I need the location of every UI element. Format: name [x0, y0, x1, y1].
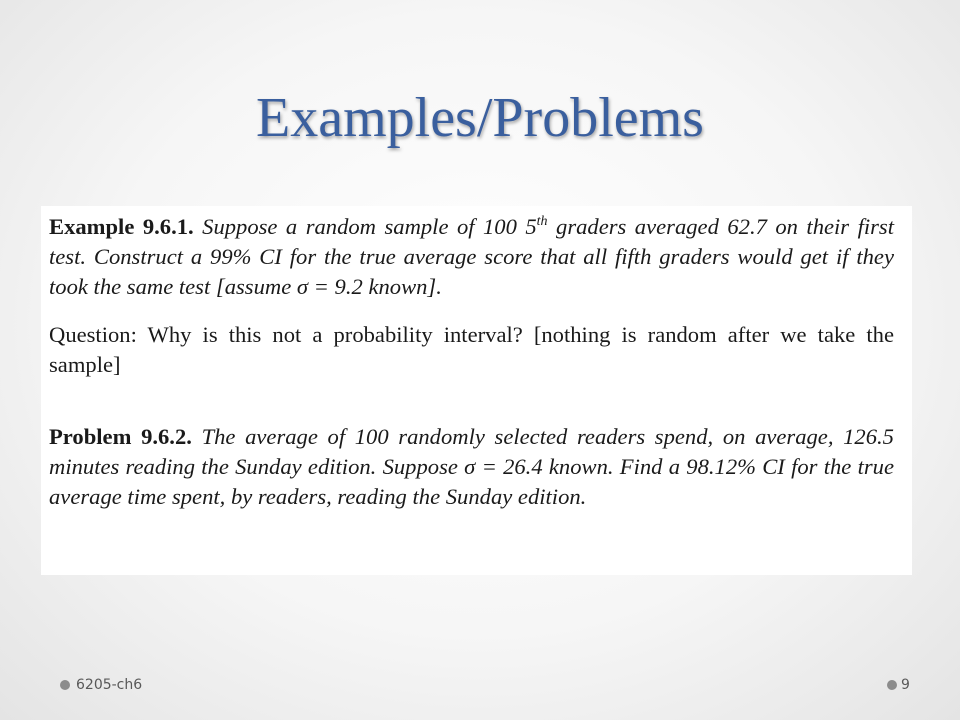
problem-paragraph — [49, 422, 894, 512]
example-text-start: Suppose a random sample of 100 5 — [202, 214, 537, 239]
example-superscript: th — [536, 214, 548, 229]
footer-left — [60, 677, 142, 693]
footer-course-label: 6205-ch6 — [76, 677, 143, 693]
example-paragraph — [49, 212, 894, 302]
problem-text: The average of 100 randomly selected readers spend, on average, 126.5 minutes reading the Sunday edition. Suppose σ = 26.4 known. Find a 98.12% CI for the true average time spent, by readers, reading the Sunday edition. — [49, 424, 894, 509]
footer-right — [887, 677, 910, 693]
example-text-end: graders averaged 62.7 on their first test. Construct a 99% CI for the true average score that all fifth graders would get if they took the same test [assume σ = 9.2 known]. — [49, 214, 894, 299]
content-image-box — [41, 206, 912, 575]
question-paragraph: Question: Why is this not a probability interval? [nothing is random after we take the sample] — [49, 322, 894, 377]
bullet-dot-icon — [60, 680, 70, 690]
example-lead: Example 9.6.1. — [49, 214, 194, 239]
slide-title: Examples/Problems — [256, 87, 704, 149]
page-number: 9 — [901, 677, 910, 693]
bullet-dot-icon — [887, 680, 897, 690]
problem-lead: Problem 9.6.2. — [49, 424, 192, 449]
